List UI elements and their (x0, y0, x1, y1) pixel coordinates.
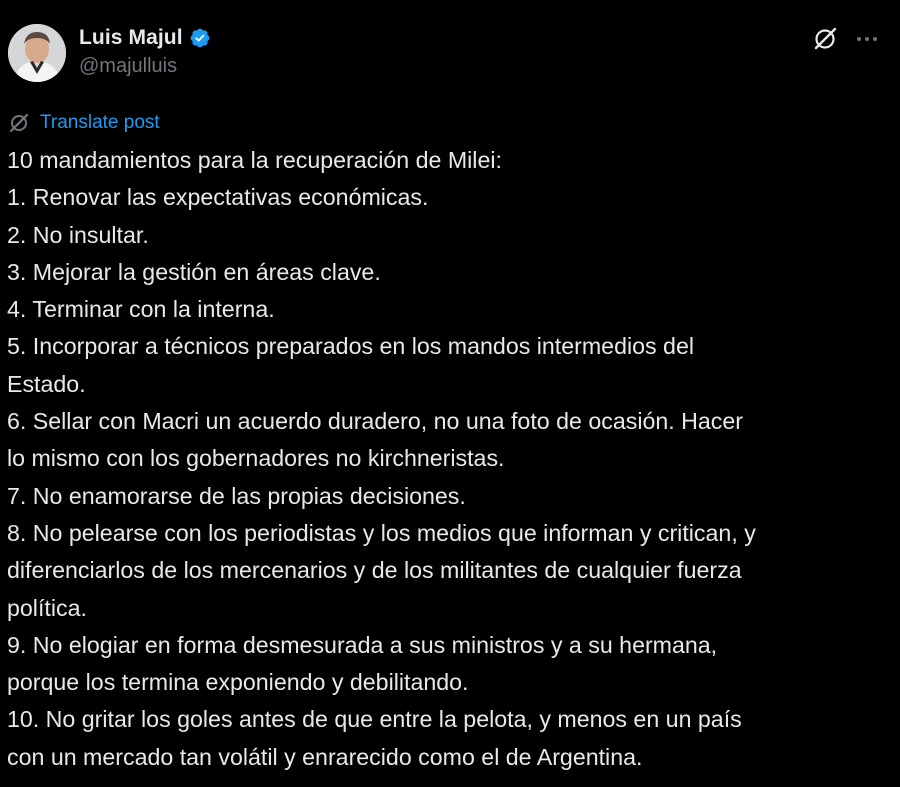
post-text-line: diferenciarlos de los mercenarios y de los militantes de cualquier fuerza (7, 557, 742, 584)
post-text-line: lo mismo con los gobernadores no kirchneristas. (7, 445, 505, 472)
display-name-row (79, 24, 211, 52)
post-text-line: porque los termina exponiendo y debilitando. (7, 669, 469, 696)
post-text-line: 1. Renovar las expectativas económicas. (7, 184, 429, 211)
post-text-line: 2. No insultar. (7, 221, 149, 248)
avatar[interactable] (8, 24, 66, 82)
translate-icon (8, 112, 30, 134)
post-text-line: 10. No gritar los goles antes de que entre la pelota, y menos en un país (7, 706, 742, 733)
post-text-line: 5. Incorporar a técnicos preparados en los mandos intermedios del (7, 333, 694, 360)
post-text-line: 4. Terminar con la interna. (7, 296, 275, 323)
post-text-line: Estado. (7, 370, 86, 397)
header-actions (812, 26, 880, 52)
post-text-line: con un mercado tan volátil y enrarecido como el de Argentina. (7, 743, 643, 770)
display-name[interactable]: Luis Majul (79, 26, 183, 49)
post-text-line: 3. Mejorar la gestión en áreas clave. (7, 258, 381, 285)
author-handle[interactable]: @majulluis (79, 55, 178, 77)
avatar-image (8, 24, 66, 82)
post-text-line: 10 mandamientos para la recuperación de Milei: (7, 147, 502, 173)
post-text-line: 8. No pelearse con los periodistas y los medios que informan y critican, y (7, 519, 756, 546)
post-text (7, 142, 893, 776)
grok-icon[interactable] (812, 26, 838, 52)
verified-badge-icon[interactable] (189, 27, 211, 49)
author-names (79, 24, 211, 78)
translate-post-label[interactable]: Translate post (40, 112, 160, 133)
post-text-line: 6. Sellar con Macri un acuerdo duradero, no una foto de ocasión. Hacer (7, 408, 743, 435)
translate-post-link[interactable] (8, 110, 160, 136)
post-text-line: 9. No elogiar en forma desmesurada a sus ministros y a su hermana, (7, 631, 718, 658)
post-text-line: 7. No enamorarse de las propias decisiones. (7, 482, 466, 509)
more-icon[interactable] (854, 26, 880, 52)
post-text-line: política. (7, 594, 87, 621)
post-header (8, 24, 880, 84)
